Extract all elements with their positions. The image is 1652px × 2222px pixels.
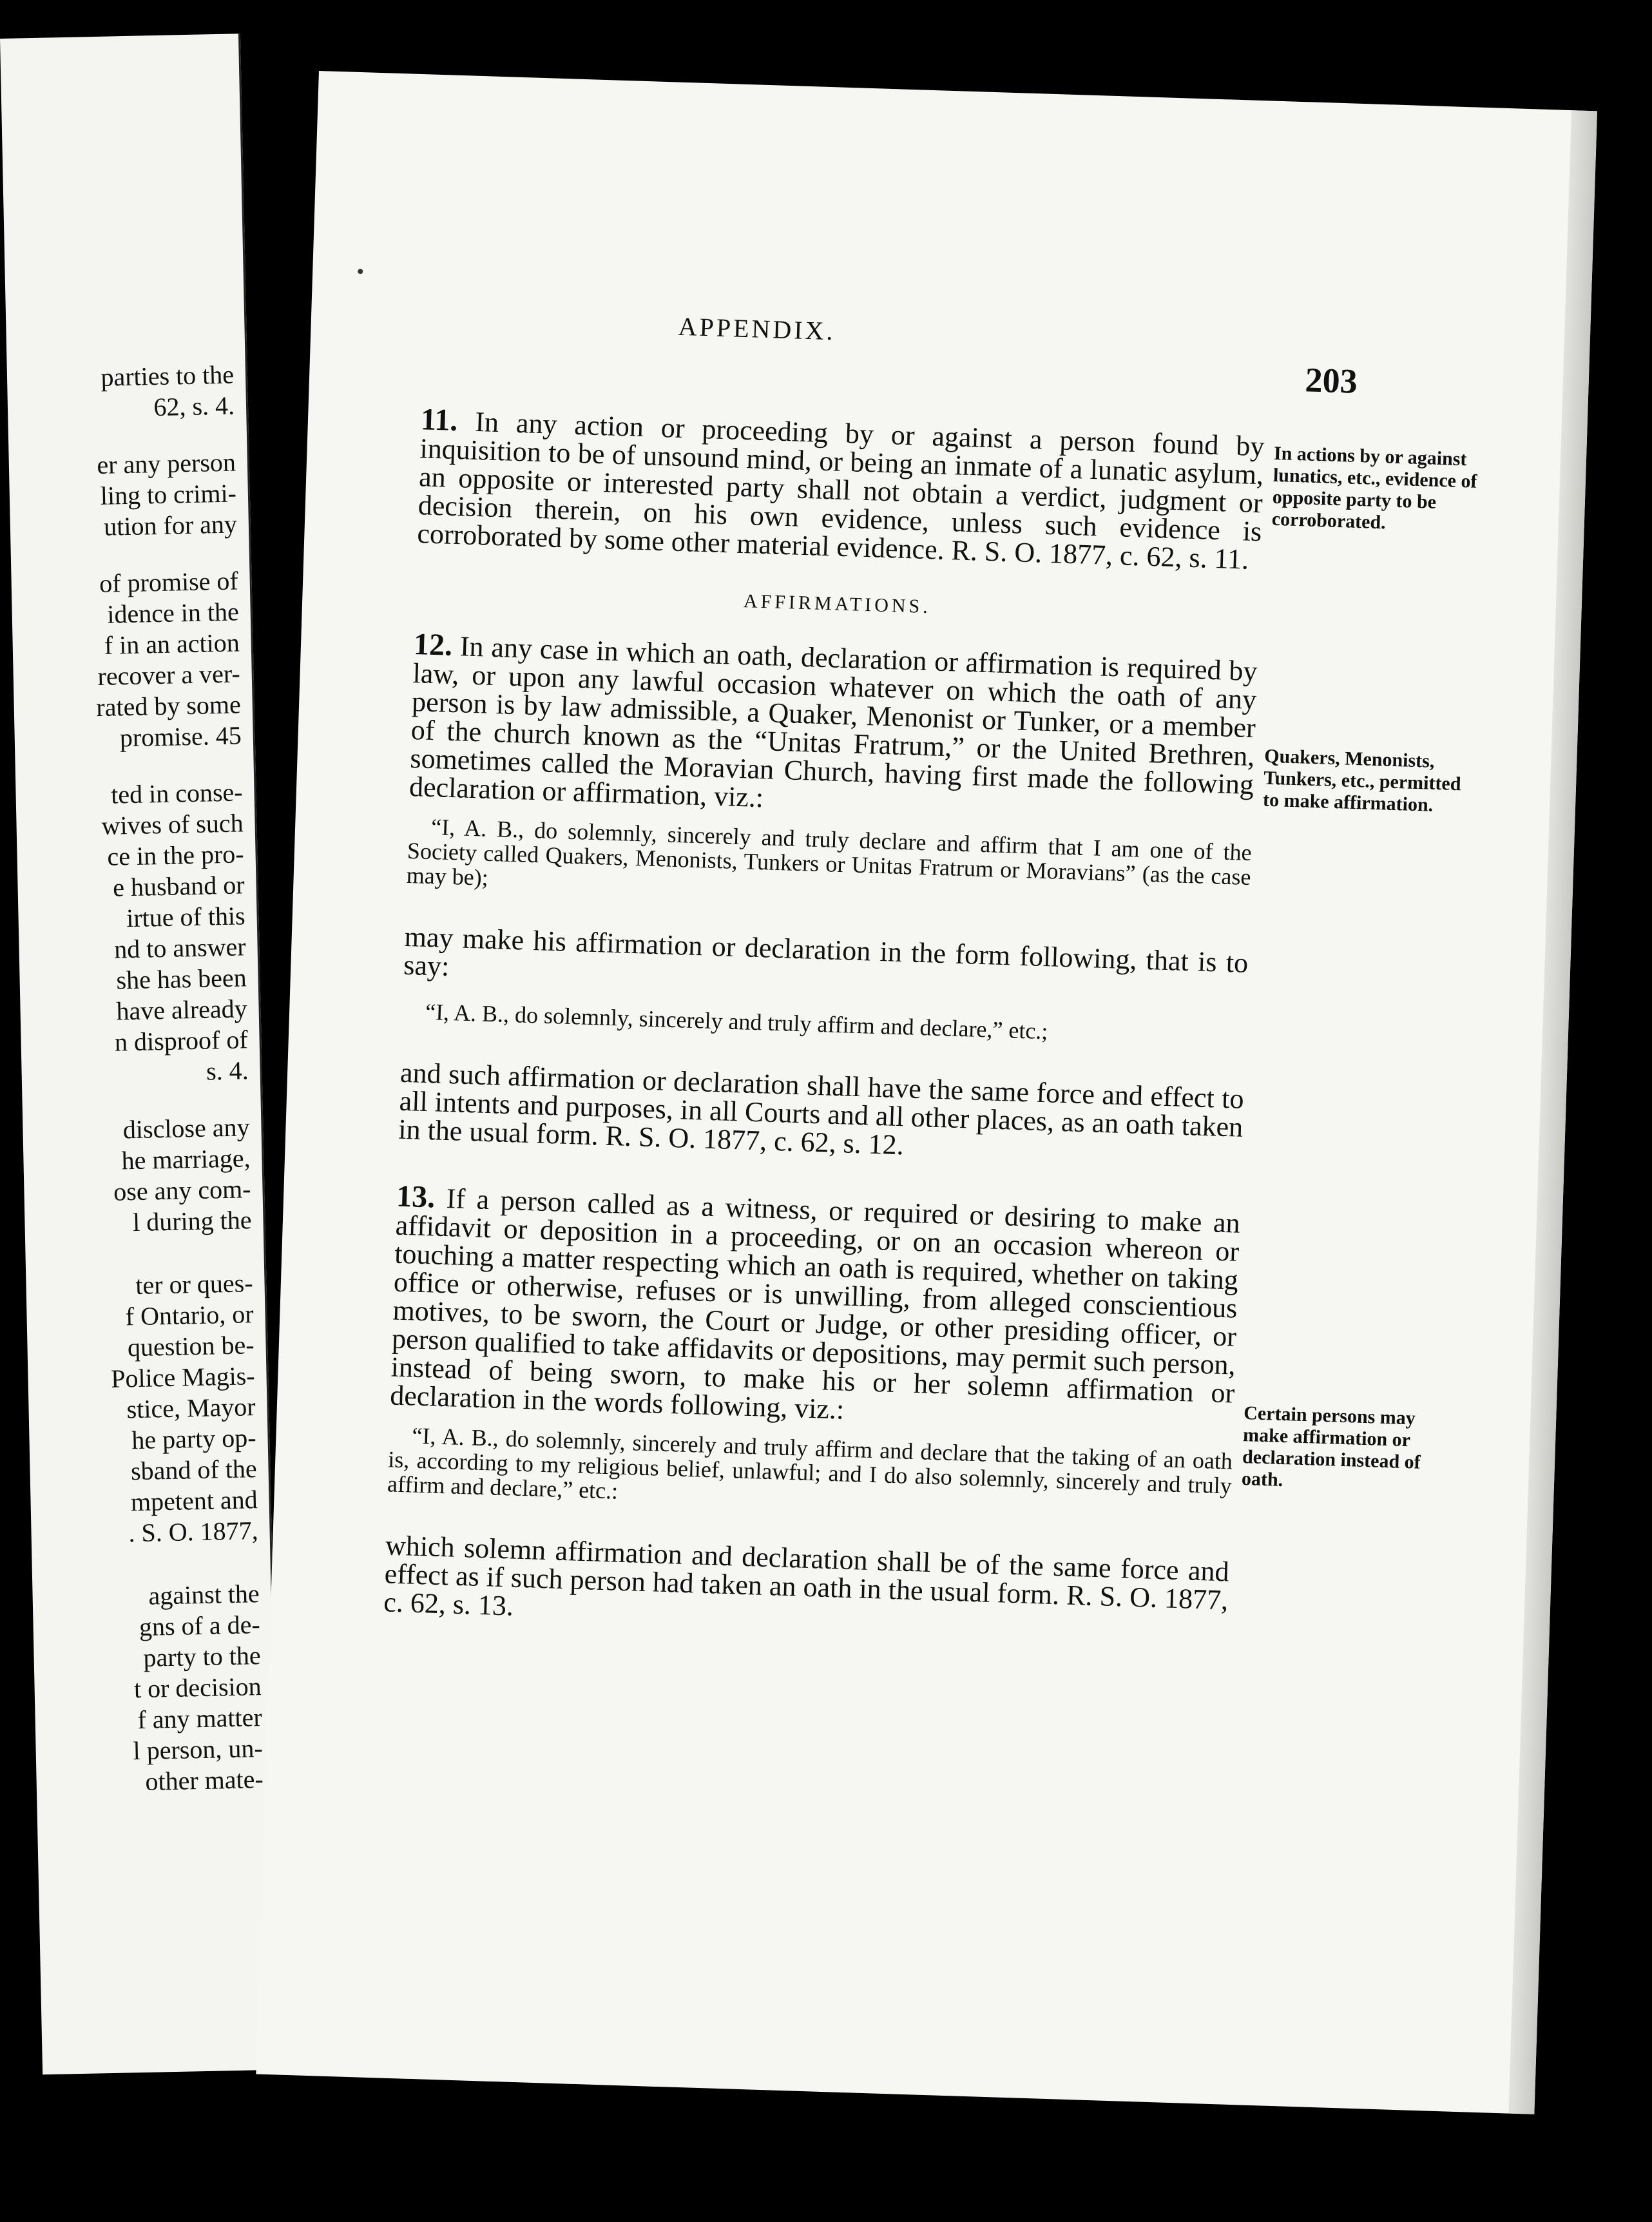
left-page-line: ce in the pro- [107, 839, 245, 871]
left-page-line: recover a ver- [97, 659, 241, 691]
left-page-line: e husband or [112, 870, 245, 902]
left-page-line: l person, un- [133, 1734, 264, 1766]
left-page-line: nd to answer [113, 932, 247, 964]
section-13 [389, 1179, 1241, 1436]
left-page-line: ution for any [103, 509, 238, 541]
left-page-line: stice, Mayor [126, 1392, 256, 1424]
left-page-line: he party op- [131, 1423, 257, 1455]
left-page-line: mpetent and [130, 1485, 258, 1517]
left-page-line: of promise of [99, 566, 239, 598]
left-page-line: wives of such [101, 808, 244, 840]
sidenote-11: In actions by or against lunatics, etc., evidence of opposite party to be corroborated. [1271, 442, 1477, 534]
left-page-line: he marriage, [121, 1143, 251, 1175]
left-page-line: question be- [127, 1330, 255, 1362]
left-page-line: . S. O. 1877, [128, 1516, 259, 1548]
left-page-line: other mate- [144, 1764, 264, 1796]
left-page-line: parties to the [100, 360, 235, 392]
left-page-line: disclose any [122, 1112, 250, 1145]
quotation: “I, A. B., do solemnly, sincerely and truly declare and affirm that I am one of the Society called Quakers, Menonists, Tunkers or Unitas Fratrum or Moravians” (as the case may be); [406, 814, 1253, 891]
left-page-line: n disproof of [114, 1025, 249, 1057]
heading-affirmations: AFFIRMATIONS. [743, 590, 932, 618]
running-head: APPENDIX. [678, 311, 836, 346]
paragraph: which solemn affirmation and declaration shall be of the same force and effect as if such person had taken an oath in the usual form. R. S. O. 1877, c. 62, s. 13. [383, 1529, 1230, 1622]
left-page-line: gns of a de- [139, 1610, 261, 1642]
paragraph: and such affirmation or declaration shall have the same force and effect to all intents and purposes, in all Courts and all other places, as an oath taken in the usual form. R. S. O. 1877, c. 62, s. 12. [398, 1056, 1245, 1161]
left-page [0, 34, 283, 2074]
left-page-line: t or decision [133, 1672, 262, 1704]
section-12 [408, 627, 1258, 827]
left-page-line: ted in conse- [110, 777, 244, 809]
left-page-line: she has been [116, 963, 247, 995]
left-page-line: sband of the [130, 1454, 258, 1486]
left-page-line: ose any com- [113, 1174, 251, 1206]
section-text: If a person called as a witness, or required or desiring to make an affidavit or deposition in a proceeding, or on an occasion whereon or touching a matter respecting which an oath is required, whether on taking office or otherwise, refuses or is unwilling, from alleged conscientious motives, to be sworn, the Court or Judge, or other presiding officer, or person qualified to take affidavits or depositions, may permit such person, instead of being sworn, to make his or her solemn affirmation or declaration in the words following, viz.: [389, 1183, 1241, 1425]
left-page-line: f any matter [137, 1703, 263, 1735]
left-page-line: 62, s. 4. [153, 391, 235, 422]
section-number: 13. [396, 1179, 436, 1215]
section-text: In any case in which an oath, declaration or affirmation is required by law, or upon any lawful occasion whatever on which the oath of any person is by law admissible, a Quaker, Menonist or Tunker, or a member of the church known as the “Unitas Fratrum,” or the United Brethren, sometimes called the Moravian Church, having first made the following declaration or affirmation, viz.: [408, 630, 1258, 814]
sidenote-13: Certain persons may make affirmation or declaration instead of oath. [1241, 1402, 1421, 1491]
page-number: 203 [1304, 360, 1358, 401]
left-page-line: Police Magis- [110, 1361, 256, 1393]
section-11 [416, 402, 1265, 575]
left-page-line: ter or ques- [135, 1268, 253, 1300]
left-page-line: against the [148, 1579, 260, 1610]
section-number: 12. [413, 627, 453, 662]
sidenote-12: Quakers, Menonists, Tunkers, etc., permitted to make affirmation. [1262, 745, 1461, 816]
left-page-line: irtue of this [126, 901, 246, 933]
left-page-line: s. 4. [206, 1056, 249, 1086]
left-page-line: f Ontario, or [125, 1299, 254, 1331]
left-page-line: party to the [143, 1641, 262, 1672]
left-page-line: ling to crimi- [100, 478, 237, 510]
page-edge [1508, 110, 1597, 2114]
left-page-line: have already [115, 994, 248, 1026]
quotation: “I, A. B., do solemnly, sincerely and truly affirm and declare that the taking of an oath is, according to my religious belief, unlawful; and I do also solemnly, sincerely and truly affirm and declare,” etc.: [387, 1422, 1233, 1504]
body-text [382, 377, 1266, 1681]
left-page-line: idence in the [106, 597, 240, 629]
left-page-line: rated by some [95, 690, 242, 722]
left-page-line: er any person [96, 447, 236, 479]
section-number: 11. [420, 402, 459, 438]
left-page-line: f in an action [104, 628, 240, 660]
quotation: “I, A. B., do solemnly, sincerely and truly affirm and declare,” etc.; [425, 998, 1049, 1045]
right-page [256, 71, 1597, 2114]
left-page-line: l during the [132, 1205, 252, 1237]
paragraph: may make his affirmation or declaration in the form following, that is to say: [403, 920, 1249, 983]
section-text: In any action or proceeding by or against a person found by inquisition to be of unsound mind, or being an inmate of a lunatic asylum, an opposite or interested party shall not obtain a verdict, judgment or decision therein, on his own evidence, unless such evidence is corroborated by some other material evidence. R. S. O. 1877, c. 62, s. 11. [416, 405, 1265, 575]
left-page-line: promise. 45 [119, 720, 242, 753]
printer-mark [358, 269, 363, 274]
